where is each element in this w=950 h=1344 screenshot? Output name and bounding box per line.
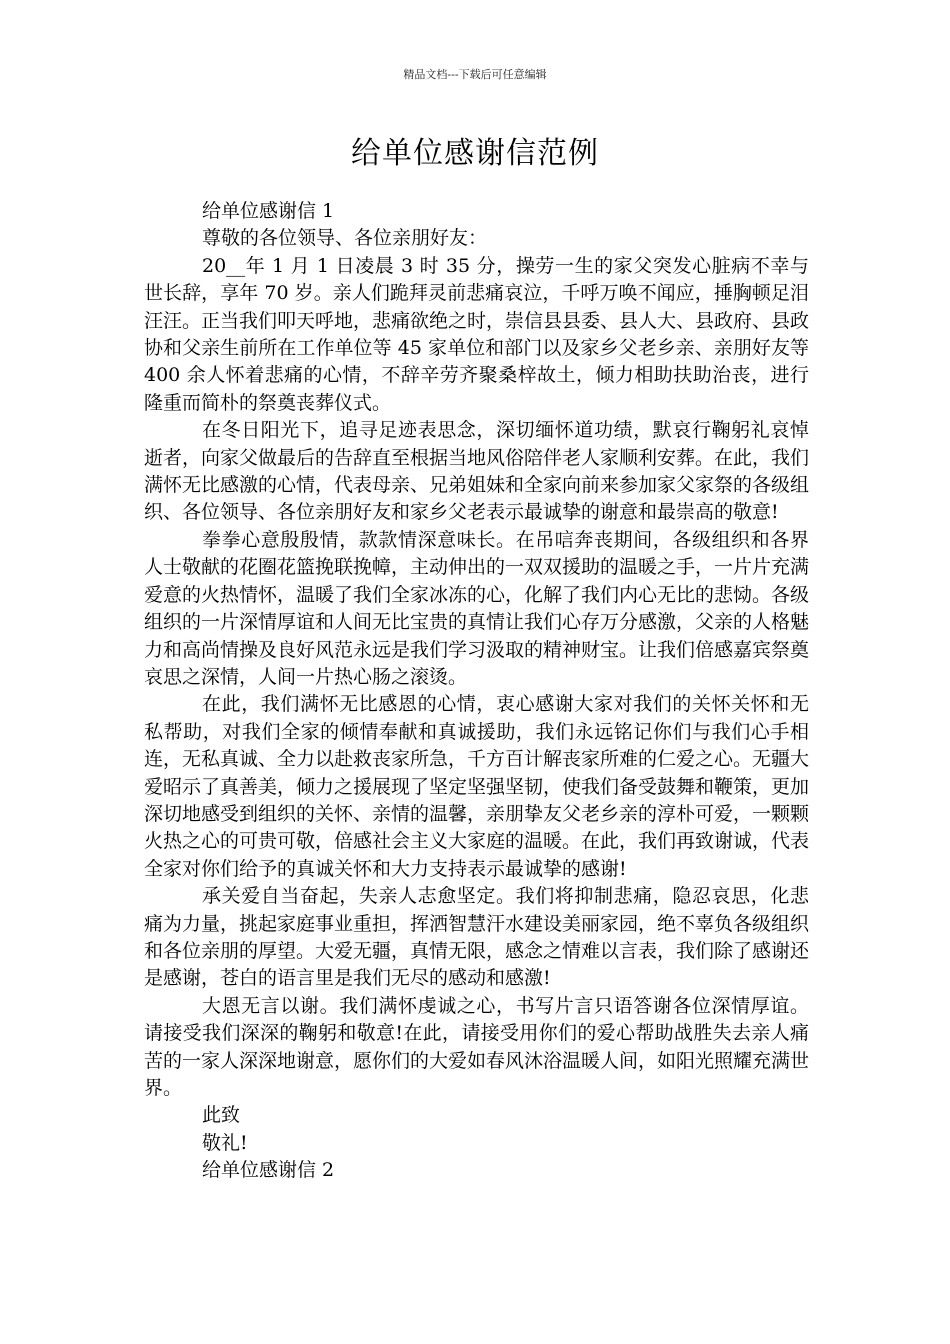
body-paragraph: 大恩无言以谢。我们满怀虔诚之心，书写片言只语答谢各位深情厚谊。请接受我们深深的鞠躬和敬意!在此，请接受用你们的爱心帮助战胜失去亲人痛苦的一家人深深地谢意，愿你们的大爱如春风沐浴温暖人间，如阳光照耀充满世界。 [144,994,810,1099]
document-title: 给单位感谢信范例 [351,136,599,171]
closing-regards: 敬礼! [202,1131,248,1154]
body-paragraph: 承关爱自当奋起，失亲人志愈坚定。我们将抑制悲痛，隐忍哀思，化悲痛为力量，挑起家庭事业重担，挥洒智慧汗水建设美丽家园，绝不辜负各级组织和各位亲朋的厚望。大爱无疆，真情无限，感念之情难以言表，我们除了感谢还是感谢，苍白的语言里是我们无尽的感动和感激! [144,885,810,990]
closing-line: 此致 [202,1104,241,1127]
letter-heading: 给单位感谢信 1 [202,200,335,222]
letter-heading: 给单位感谢信 2 [202,1159,335,1182]
body-paragraph: 在此，我们满怀无比感恩的心情，衷心感谢大家对我们的关怀关怀和无私帮助，对我们全家的倾情奉献和真诚援助，我们永远铭记你们与我们心手相连，无私真诚、全力以赴救丧家所急，千方百计解丧家所难的仁爱之心。无疆大爱昭示了真善美，倾力之援展现了坚定坚强坚韧，使我们备受鼓舞和鞭策，更加深切地感受到组织的关怀、亲情的温馨，亲朋挚友父老乡亲的淳朴可爱，一颗颗火热之心的可贵可敬，倍感社会主义大家庭的温暖。在此，我们再致谢诚，代表全家对你们给予的真诚关怀和大力支持表示最诚挚的感谢! [144,693,810,880]
body-paragraph: 20__年 1 月 1 日凌晨 3 时 35 分，操劳一生的家父突发心脏病不幸与世长辞，享年 70 岁。亲人们跪拜灵前悲痛哀泣，千呼万唤不闻应，捶胸顿足泪汪汪。正当我们叩天呼地，悲痛欲绝之时，崇信县县委、县人大、县政府、县政协和父亲生前所在工作单位等 45 家单位和部门以及家乡父老乡亲、亲朋好友等 400 余人怀着悲痛的心情，不辞辛劳齐聚桑梓故土，倾力相助扶助治丧，进行隆重而简朴的祭奠丧葬仪式。 [144,254,810,414]
salutation: 尊敬的各位领导、各位亲朋好友： [202,227,488,250]
document-body [144,198,809,1185]
body-paragraph: 在冬日阳光下，追寻足迹表思念，深切缅怀道功绩，默哀行鞠躬礼哀悼逝者，向家父做最后的告辞直至根据当地风俗陪伴老人家顺利安葬。在此，我们满怀无比感激的心情，代表母亲、兄弟姐妹和全家向前来参加家父家祭的各级组织、各位领导、各位亲朋好友和家乡父老表示最诚挚的谢意和最崇高的敬意! [144,419,810,524]
body-paragraph: 拳拳心意殷殷情，款款情深意味长。在吊唁奔丧期间，各级组织和各界人士敬献的花圈花篮挽联挽幛，主动伸出的一双双援助的温暖之手，一片片充满爱意的火热情怀，温暖了我们全家冰冻的心，化解了我们内心无比的悲恸。各级组织的一片深情厚谊和人间无比宝贵的真情让我们心存万分感激，父亲的人格魅力和高尚情操及良好风范永远是我们学习汲取的精神财宝。让我们倍感嘉宾祭奠哀思之深情，人间一片热心肠之滚烫。 [144,528,810,688]
page-header: 精品文档---下载后可任意编辑 [403,68,547,81]
